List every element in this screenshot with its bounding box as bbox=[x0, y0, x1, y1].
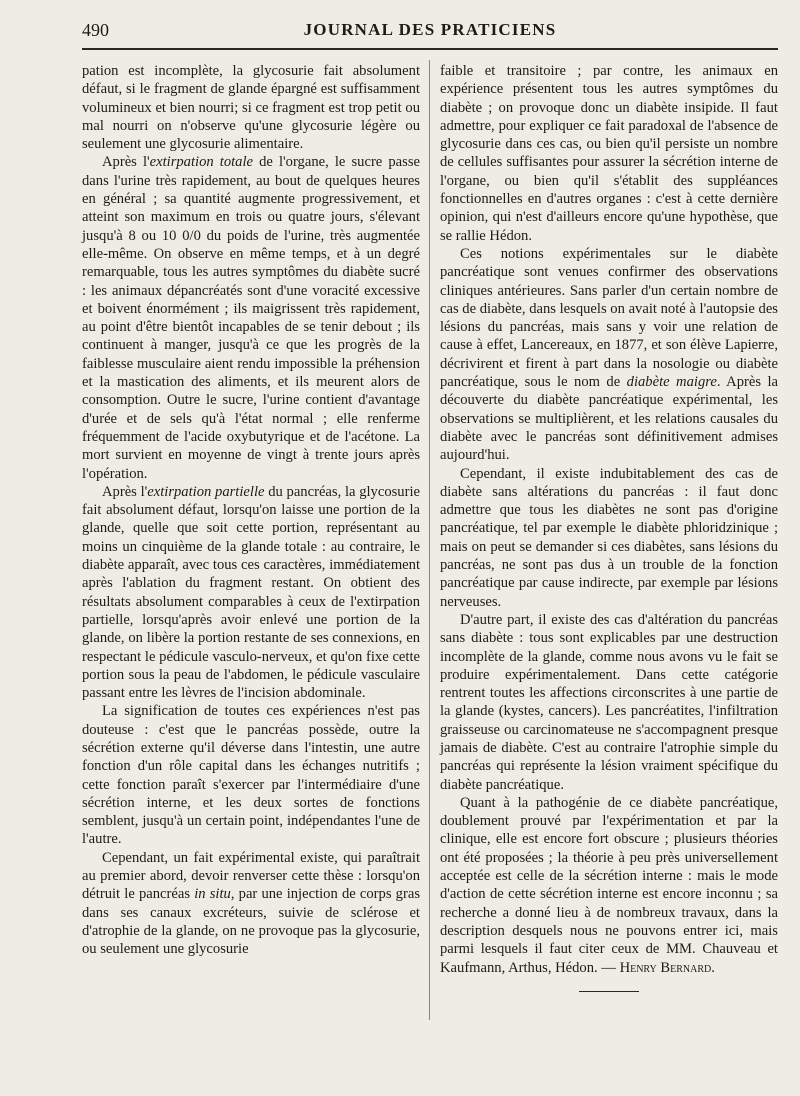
paragraph bbox=[440, 794, 778, 977]
header-rule bbox=[82, 48, 778, 50]
text-run: Quant à la pathogénie de ce diabète pancréatique, doublement prouvé par l'expérimentation et par la clinique, elle est encore fort obscure ; plusieurs théories ont été proposées ; la théorie à peu près universellement acceptée est celle de la sécrétion interne : mais le mode d'action de cette sécrétion interne est encore inconnu ; sa recherche a donné lieu à de nombreux travaux, dans la description desquels nous ne pouvons entrer ici, mais parmi lesquels il faut citer ceux de MM. Chauveau et Kaufmann, Arthus, Hédon. — bbox=[440, 794, 778, 976]
emphasis: extirpation partielle bbox=[147, 483, 265, 500]
emphasis: in situ bbox=[194, 886, 231, 903]
paragraph: faible et transitoire ; par contre, les animaux en expérience présentent tous les autres symptômes du diabète ; on provoque donc un diabète insipide. Il faut admettre, pour expliquer ce fait paradoxal de l'absence de glycosurie dans ces cas, ou bien qu'il persiste un nombre de cellules suffisantes pour assurer la sécrétion interne de l'organe, ou bien qu'il s'établit des suppléances fonctionnelles en d'autres organes : c'est à cette dernière opinion, qui n'est d'ailleurs encore qu'une hypothèse, que se rallie Hédon. bbox=[440, 63, 778, 244]
end-rule bbox=[579, 991, 639, 992]
paragraph: Cependant, il existe indubitablement des cas de diabète sans altérations du pancréas : il faut donc admettre que tous les diabètes ne sont pas d'origine pancréatique, tel par exemple le diabète phloridzinique ; mais on peut se demander si ces diabètes, sans lésions du pancréas, ne sont pas dus à un trouble de la fonction pancréatique par cause indirecte, par exemple par lésions nerveuses. bbox=[440, 465, 778, 610]
text-run: de l'organe, le sucre passe dans l'urine très rapidement, au bout de quelques heures en général ; sa quantité augmente progressivement, et atteint son maximum en trois ou quatre jours, s'élevant jusqu'à 8 ou 10 0/0 du poids de l'urine, très augmentée elle-même. On observe en même temps, et à un degré remarquable, tous les autres symptômes du diabète sucré : les animaux dépancréatés sont d'une voracité excessive et boivent énormément ; ils maigrissent très rapidement, au point d'être bientôt incapables de se tenir debout ; ils continuent à manger, jusqu'à ce que les progrès de la faiblesse musculaire aient rendu impossible la préhension et la mastication des aliments, et ils meurent alors de consomption. Outre le sucre, l'urine contient d'avantage d'urée et de sels qu'à l'état normal ; elle renferme fréquemment de l'acide oxybutyrique et de l'acétone. La mort survient en moyenne de vingt à trente jours après l'opération. bbox=[82, 154, 420, 482]
paragraph: pation est incomplète, la glycosurie fait absolument défaut, si le fragment de glande épargné est suffisamment volumineux et bien nourri; si ce fragment est trop petit ou mal nourri on n'observe qu'une glycosurie légère ou seulement une glycosurie alimentaire. bbox=[82, 63, 420, 153]
text-run: Après l' bbox=[102, 483, 148, 500]
paragraph bbox=[82, 153, 420, 482]
text-run: . Après la découverte du diabète pancréatique expérimental, les observations se multiplièrent, et les relations causales du diabète avec le pancréas sont définitivement admises aujourd'hui. bbox=[440, 374, 779, 464]
text-run: , par une injection de corps gras dans ses canaux excréteurs, suivie de sclérose et d'atrophie de la glande, on ne provoque pas la glycosurie, ou seulement une glycosurie bbox=[82, 886, 420, 958]
emphasis: diabète maigre bbox=[626, 374, 717, 391]
paragraph bbox=[82, 483, 420, 703]
left-column bbox=[82, 62, 420, 959]
text-run: Cependant, un fait expérimental existe, qui paraîtrait au premier abord, devoir renverser cette thèse : lorsqu'on détruit le pancréas bbox=[82, 849, 420, 903]
paragraph: D'autre part, il existe des cas d'altération du pancréas sans diabète : tous sont explicables par une destruction incomplète de la glande, comme nous avons vu le fait se produire expérimentalement. Dans cette catégorie rentrent toutes les affections circonscrites à une partie de la glande (kystes, cancers). Les pancréatites, l'infiltration graisseuse ou carcinomateuse ne s'accompagnent presque jamais de diabète. C'est au contraire l'atrophie simple du pancréas qui représente la lésion vraiment spécifique du diabète pancréatique. bbox=[440, 611, 778, 793]
paragraph bbox=[440, 245, 778, 465]
right-column bbox=[440, 62, 778, 992]
author-signature: Henry Bernard. bbox=[619, 959, 715, 976]
paragraph: La signification de toutes ces expériences n'est pas douteuse : c'est que le pancréas possède, outre la sécrétion externe qu'il déverse dans l'intestin, une autre fonction d'un rôle capital dans les échanges nutritifs ; cette fonction paraît s'exercer par l'intermédiaire d'une sécrétion interne, et les deux sortes de fonctions semblent, jusqu'à un certain point, indépendantes l'une de l'autre. bbox=[82, 703, 420, 848]
page-header bbox=[82, 20, 778, 46]
text-run: Après l' bbox=[102, 154, 150, 171]
paragraph bbox=[82, 849, 420, 959]
text-run: du pancréas, la glycosurie fait absolument défaut, lorsqu'on laisse une portion de la glande, quelle que soit cette portion, représentant au moins un cinquième de la glande totale : au contraire, le diabète apparaît, avec tous ces caractères, immédiatement après l'ablation du fragment restant. On obtient des résultats absolument comparables à ceux de l'extirpation partielle, lorsqu'après avoir enlevé une portion de la glande, on libère la portion restante de ses connexions, en respectant le pédicule vasculo-nerveux, et qu'on fixe cette portion sous la peau de l'abdomen, le pédicule vasculaire passant entre les lèvres de l'incision abdominale. bbox=[82, 483, 420, 702]
text-run: Ces notions expérimentales sur le diabète pancréatique sont venues confirmer des observations cliniques antérieures. Sans parler d'un certain nombre de cas de diabète, dans lesquels on avait noté à l'autopsie des lésions du pancréas, mais sans y voir une relation de cause à effet, Lancereaux, en 1877, et son élève Lapierre, décrivirent et firent à part dans la nosologie ou diabète pancréatique, sous le nom de bbox=[440, 245, 778, 391]
page-number: 490 bbox=[82, 20, 109, 40]
column-divider bbox=[429, 60, 430, 1020]
journal-title: JOURNAL DES PRATICIENS bbox=[303, 20, 557, 39]
emphasis: extirpation totale bbox=[149, 154, 254, 171]
